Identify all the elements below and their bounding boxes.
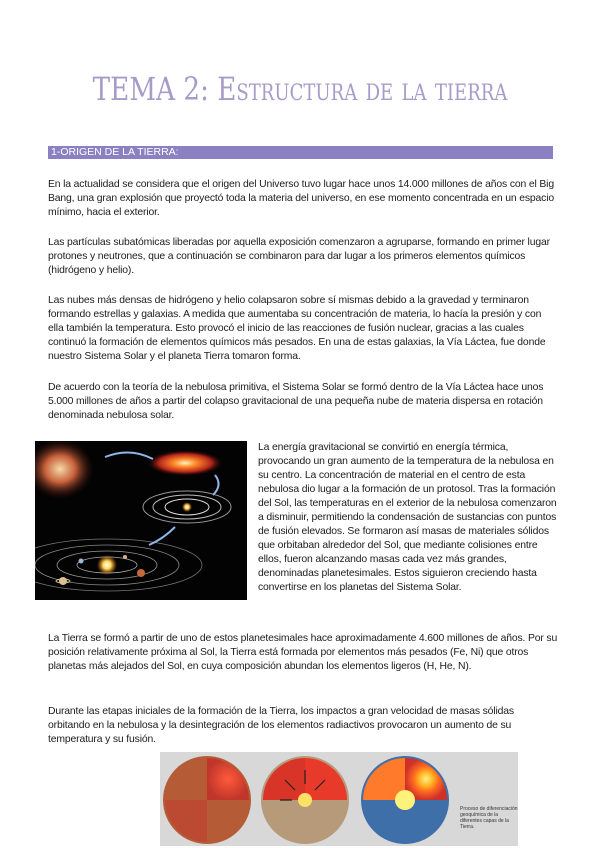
earth-layers-illustration xyxy=(160,752,518,846)
paragraph-nebulae: Las nubes más densas de hidrógeno y helio colapsaron sobre sí mismas debido a la gravedad y terminaron formando estrellas y galaxias. A medida que aumentaba su concentración de materia, lo hacía la presión y con ella también la temperatura. Esto provocó el inicio de las reacciones de fusión nuclear, gracias a las cuales continuó la formación de elementos químicos más pesados. En una de estas galaxias, la Vía Láctea, fue donde nuestro Sistema Solar y el planeta Tierra tomaron forma. xyxy=(48,295,546,362)
page-title: TEMA 2: Estructura de la tierra xyxy=(92,70,508,108)
earth-differentiation-image xyxy=(160,752,518,846)
paragraph-nebula-theory: De acuerdo con la teoría de la nebulosa primitiva, el Sistema Solar se formó dentro de la Vía Láctea hace unos 5.000 millones de años a partir del colapso gravitacional de una pequeña nube de materia dispersa en rotación denominada nebulosa solar. xyxy=(48,382,544,421)
solar-system-illustration xyxy=(35,441,247,600)
section-heading: 1-ORIGEN DE LA TIERRA: xyxy=(51,146,179,158)
figure-caption: Proceso de diferenciación geoquímica de la diferentes capas de la Tierra. xyxy=(460,806,518,830)
paragraph-protosun: La energía gravitacional se convirtió en energía térmica, provocando un gran aumento de la temperatura de la nebulosa en su centro. La concentración de material en el centro de esta nebulosa dio lugar a la formación de un protosol. Tras la formación del Sol, las temperaturas en el exterior de la nebulosa comenzaron a disminuir, permitiendo la condensación de sustancias con puntos de fusión elevados. Se formaron así masas de materiales sólidos que orbitaban alrededor del Sol, que mediante colisiones entre ellos, fueron alcanzando masas cada vez más grandes, denominadas planetesimales. Estos siguieron creciendo hasta convertirse en los planetas del Sistema Solar. xyxy=(258,442,557,593)
section-heading-bar xyxy=(48,146,553,159)
solar-system-formation-image xyxy=(35,441,247,600)
paragraph-subatomic: Las partículas subatómicas liberadas por aquella exposición comenzaron a agruparse, formando en primer lugar protones y neutrones, que a continuación se combinaron para dar lugar a los primeros elementos químicos (hidrógeno y helio). xyxy=(48,237,550,276)
paragraph-earth-formation: La Tierra se formó a partir de uno de estos planetesimales hace aproximadamente 4.600 millones de años. Por su posición relativamente próxima al Sol, la Tierra está formada por elementos más pesados (Fe, Ni) que otros planetas más alejados del Sol, en cuya composición abundan los elementos ligeros (H, He, N). xyxy=(48,633,558,672)
paragraph-big-bang: En la actualidad se considera que el origen del Universo tuvo lugar hace unos 14.000 millones de años con el Big Bang, una gran explosión que proyectó toda la materia del universo, en ese momento concentrada en un espacio mínimo, hacia el exterior. xyxy=(48,179,554,218)
paragraph-differentiation: Durante las etapas iniciales de la formación de la Tierra, los impactos a gran velocidad de masas sólidas orbitando en la nebulosa y la desintegración de los elementos radiactivos provocaron un aumento de su temperatura y su fusión. xyxy=(48,706,514,745)
